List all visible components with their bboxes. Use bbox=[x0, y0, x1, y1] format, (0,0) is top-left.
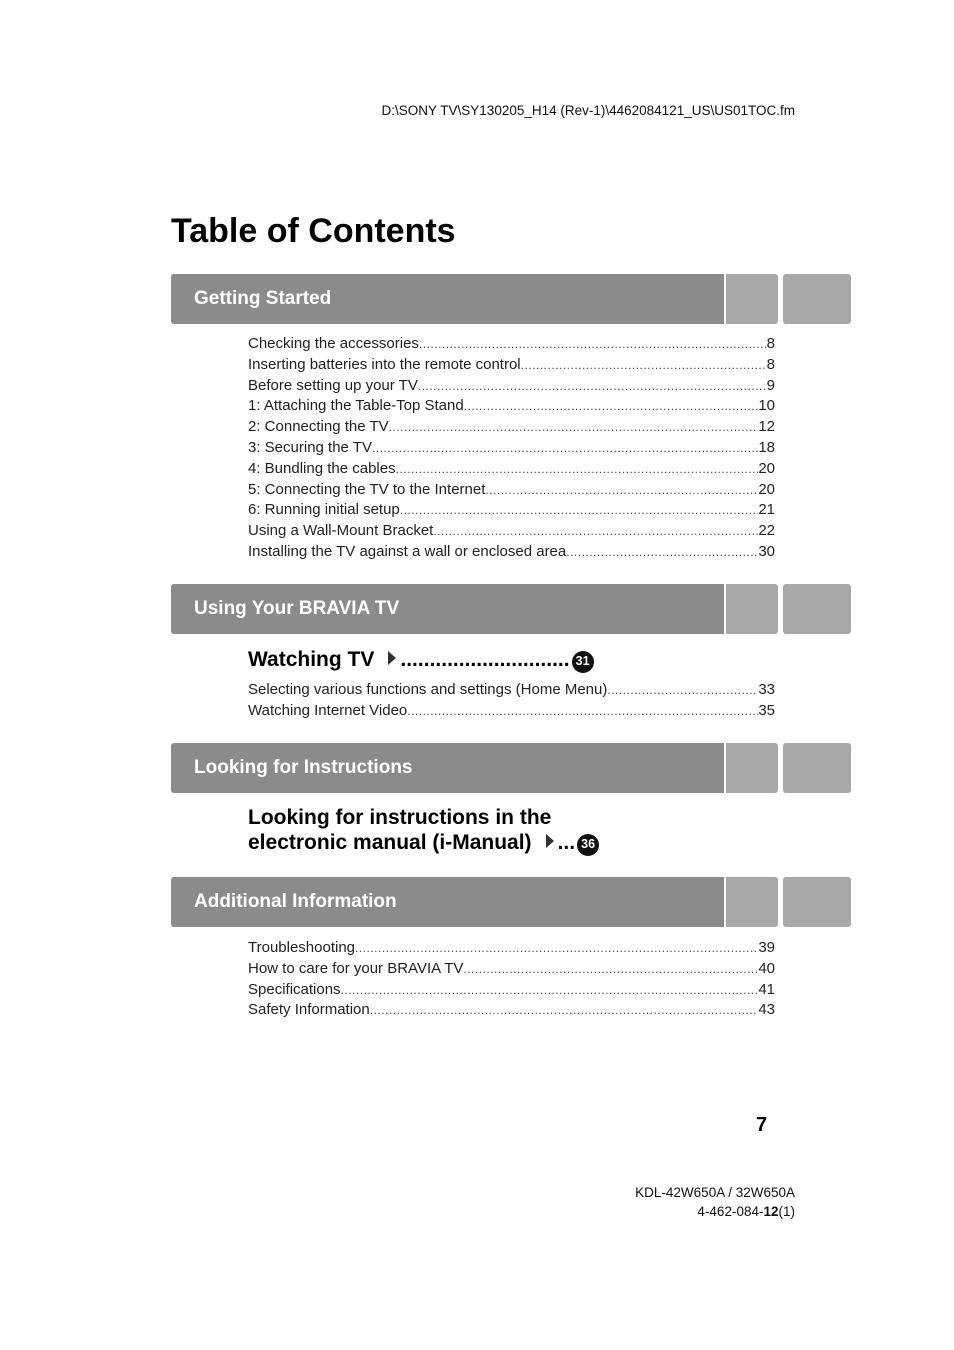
toc-entry-title: 6: Running initial setup bbox=[248, 501, 400, 519]
dot-leader bbox=[407, 704, 758, 718]
toc-entry-page: 8 bbox=[766, 355, 775, 373]
toc-entry-page: 40 bbox=[758, 959, 775, 977]
toc-entry-page: 21 bbox=[758, 501, 775, 519]
section-bar-tab bbox=[783, 743, 851, 793]
subheading-watching-tv[interactable] bbox=[248, 647, 594, 673]
arrow-right-icon bbox=[546, 834, 554, 848]
dot-leader bbox=[464, 399, 759, 413]
page-number: 7 bbox=[756, 1114, 768, 1136]
subheading-i-manual[interactable] bbox=[248, 805, 599, 856]
toc-entry-page: 10 bbox=[758, 397, 775, 415]
document-code bbox=[635, 1202, 795, 1221]
toc-entry[interactable] bbox=[248, 439, 775, 460]
toc-entry[interactable] bbox=[248, 460, 775, 481]
section-bar-tab bbox=[726, 877, 778, 927]
page-title: Table of Contents bbox=[171, 212, 456, 250]
toc-list-getting-started bbox=[248, 335, 775, 564]
arrow-right-icon bbox=[388, 651, 396, 665]
toc-entry[interactable] bbox=[248, 335, 775, 356]
section-bar-main bbox=[171, 274, 724, 324]
toc-entry[interactable] bbox=[248, 501, 775, 522]
model-info bbox=[635, 1183, 795, 1221]
section-bar-tab bbox=[783, 877, 851, 927]
toc-entry-page: 33 bbox=[758, 681, 775, 698]
toc-entry-page: 30 bbox=[758, 542, 775, 560]
toc-entry-title: 2: Connecting the TV bbox=[248, 418, 389, 436]
section-bar-tab bbox=[726, 743, 778, 793]
toc-entry[interactable] bbox=[248, 397, 775, 418]
dot-leader bbox=[372, 441, 758, 455]
toc-entry-page: 9 bbox=[766, 376, 775, 394]
toc-entry[interactable] bbox=[248, 939, 775, 960]
toc-entry[interactable] bbox=[248, 981, 775, 1002]
file-path: D:\SONY TV\SY130205_H14 (Rev-1)\4462084121_US\US01TOC.fm bbox=[381, 103, 795, 118]
section-bar-tab bbox=[726, 584, 778, 634]
toc-entry-page: 41 bbox=[758, 980, 775, 998]
section-header-looking-for-instructions bbox=[171, 743, 851, 793]
toc-entry[interactable] bbox=[248, 377, 775, 398]
toc-entry-page: 39 bbox=[758, 939, 775, 956]
section-bar-main bbox=[171, 877, 724, 927]
section-bar-tab bbox=[783, 274, 851, 324]
dot-leader bbox=[419, 337, 767, 351]
toc-entry-page: 18 bbox=[758, 438, 775, 456]
toc-entry-page: 22 bbox=[758, 522, 775, 540]
dot-leader bbox=[566, 545, 758, 559]
section-label: Looking for Instructions bbox=[194, 757, 413, 778]
dot-leader bbox=[389, 420, 759, 434]
subheading-line: electronic manual (i-Manual) bbox=[248, 831, 532, 854]
toc-entry-page: 20 bbox=[758, 480, 775, 498]
toc-entry[interactable] bbox=[248, 543, 775, 564]
toc-entry-page: 8 bbox=[766, 335, 775, 352]
toc-list-additional-information bbox=[248, 939, 775, 1022]
section-bar-main bbox=[171, 743, 724, 793]
toc-entry[interactable] bbox=[248, 702, 775, 723]
toc-entry-title: Selecting various functions and settings (Home Menu) bbox=[248, 681, 608, 698]
toc-entry-page: 12 bbox=[758, 418, 775, 436]
toc-entry-page: 35 bbox=[758, 701, 775, 719]
model-number: KDL-42W650A / 32W650A bbox=[635, 1185, 795, 1200]
document-code-suffix: (1) bbox=[778, 1204, 795, 1219]
toc-entry[interactable] bbox=[248, 1001, 775, 1022]
section-label: Using Your BRAVIA TV bbox=[194, 598, 400, 619]
subheading-line: Looking for instructions in the bbox=[248, 806, 552, 829]
toc-entry-title: Watching Internet Video bbox=[248, 701, 408, 719]
section-header-additional-information bbox=[171, 877, 851, 927]
toc-entry-title: How to care for your BRAVIA TV bbox=[248, 959, 464, 977]
toc-entry-title: Checking the accessories bbox=[248, 335, 419, 352]
toc-entry-title: Troubleshooting bbox=[248, 939, 356, 956]
toc-entry[interactable] bbox=[248, 481, 775, 502]
section-bar-main bbox=[171, 584, 724, 634]
toc-entry[interactable] bbox=[248, 522, 775, 543]
dot-leader bbox=[355, 941, 758, 955]
toc-list-using-bravia bbox=[248, 681, 775, 723]
dot-leader: ............................. bbox=[400, 648, 570, 671]
dot-leader bbox=[370, 1003, 759, 1017]
dot-leader: ... bbox=[557, 831, 576, 854]
circled-page-number: 31 bbox=[572, 651, 594, 673]
section-label: Additional Information bbox=[194, 891, 397, 912]
toc-entry-title: 1: Attaching the Table-Top Stand bbox=[248, 397, 464, 415]
dot-leader bbox=[396, 462, 759, 476]
toc-entry-title: 5: Connecting the TV to the Internet bbox=[248, 480, 486, 498]
circled-page-number: 36 bbox=[577, 834, 599, 856]
section-bar-tab bbox=[783, 584, 851, 634]
toc-entry-title: Safety Information bbox=[248, 1001, 370, 1019]
dot-leader bbox=[463, 962, 758, 976]
toc-entry[interactable] bbox=[248, 681, 775, 702]
dot-leader bbox=[433, 524, 758, 538]
document-code-bold: 12 bbox=[763, 1204, 779, 1219]
dot-leader bbox=[607, 683, 758, 697]
section-bar-tab bbox=[726, 274, 778, 324]
toc-entry-title: 4: Bundling the cables bbox=[248, 459, 396, 477]
toc-entry-title: Installing the TV against a wall or enclosed area bbox=[248, 542, 567, 560]
dot-leader bbox=[521, 358, 767, 372]
dot-leader bbox=[485, 483, 758, 497]
toc-entry-page: 43 bbox=[758, 1001, 775, 1019]
dot-leader bbox=[400, 503, 759, 517]
dot-leader bbox=[341, 983, 759, 997]
dot-leader bbox=[418, 379, 767, 393]
toc-entry-title: 3: Securing the TV bbox=[248, 438, 372, 456]
toc-entry[interactable] bbox=[248, 356, 775, 377]
toc-entry[interactable] bbox=[248, 418, 775, 439]
toc-entry-title: Inserting batteries into the remote control bbox=[248, 355, 521, 373]
toc-entry[interactable] bbox=[248, 960, 775, 981]
section-header-using-bravia bbox=[171, 584, 851, 634]
document-code-prefix: 4-462-084- bbox=[697, 1204, 764, 1219]
section-header-getting-started bbox=[171, 274, 851, 324]
toc-entry-page: 20 bbox=[758, 459, 775, 477]
section-label: Getting Started bbox=[194, 288, 332, 309]
toc-entry-title: Before setting up your TV bbox=[248, 376, 418, 394]
subheading-line-with-page bbox=[248, 830, 599, 856]
toc-entry-title: Using a Wall-Mount Bracket bbox=[248, 522, 434, 540]
toc-entry-title: Specifications bbox=[248, 980, 341, 998]
subheading-title: Watching TV bbox=[248, 648, 375, 671]
